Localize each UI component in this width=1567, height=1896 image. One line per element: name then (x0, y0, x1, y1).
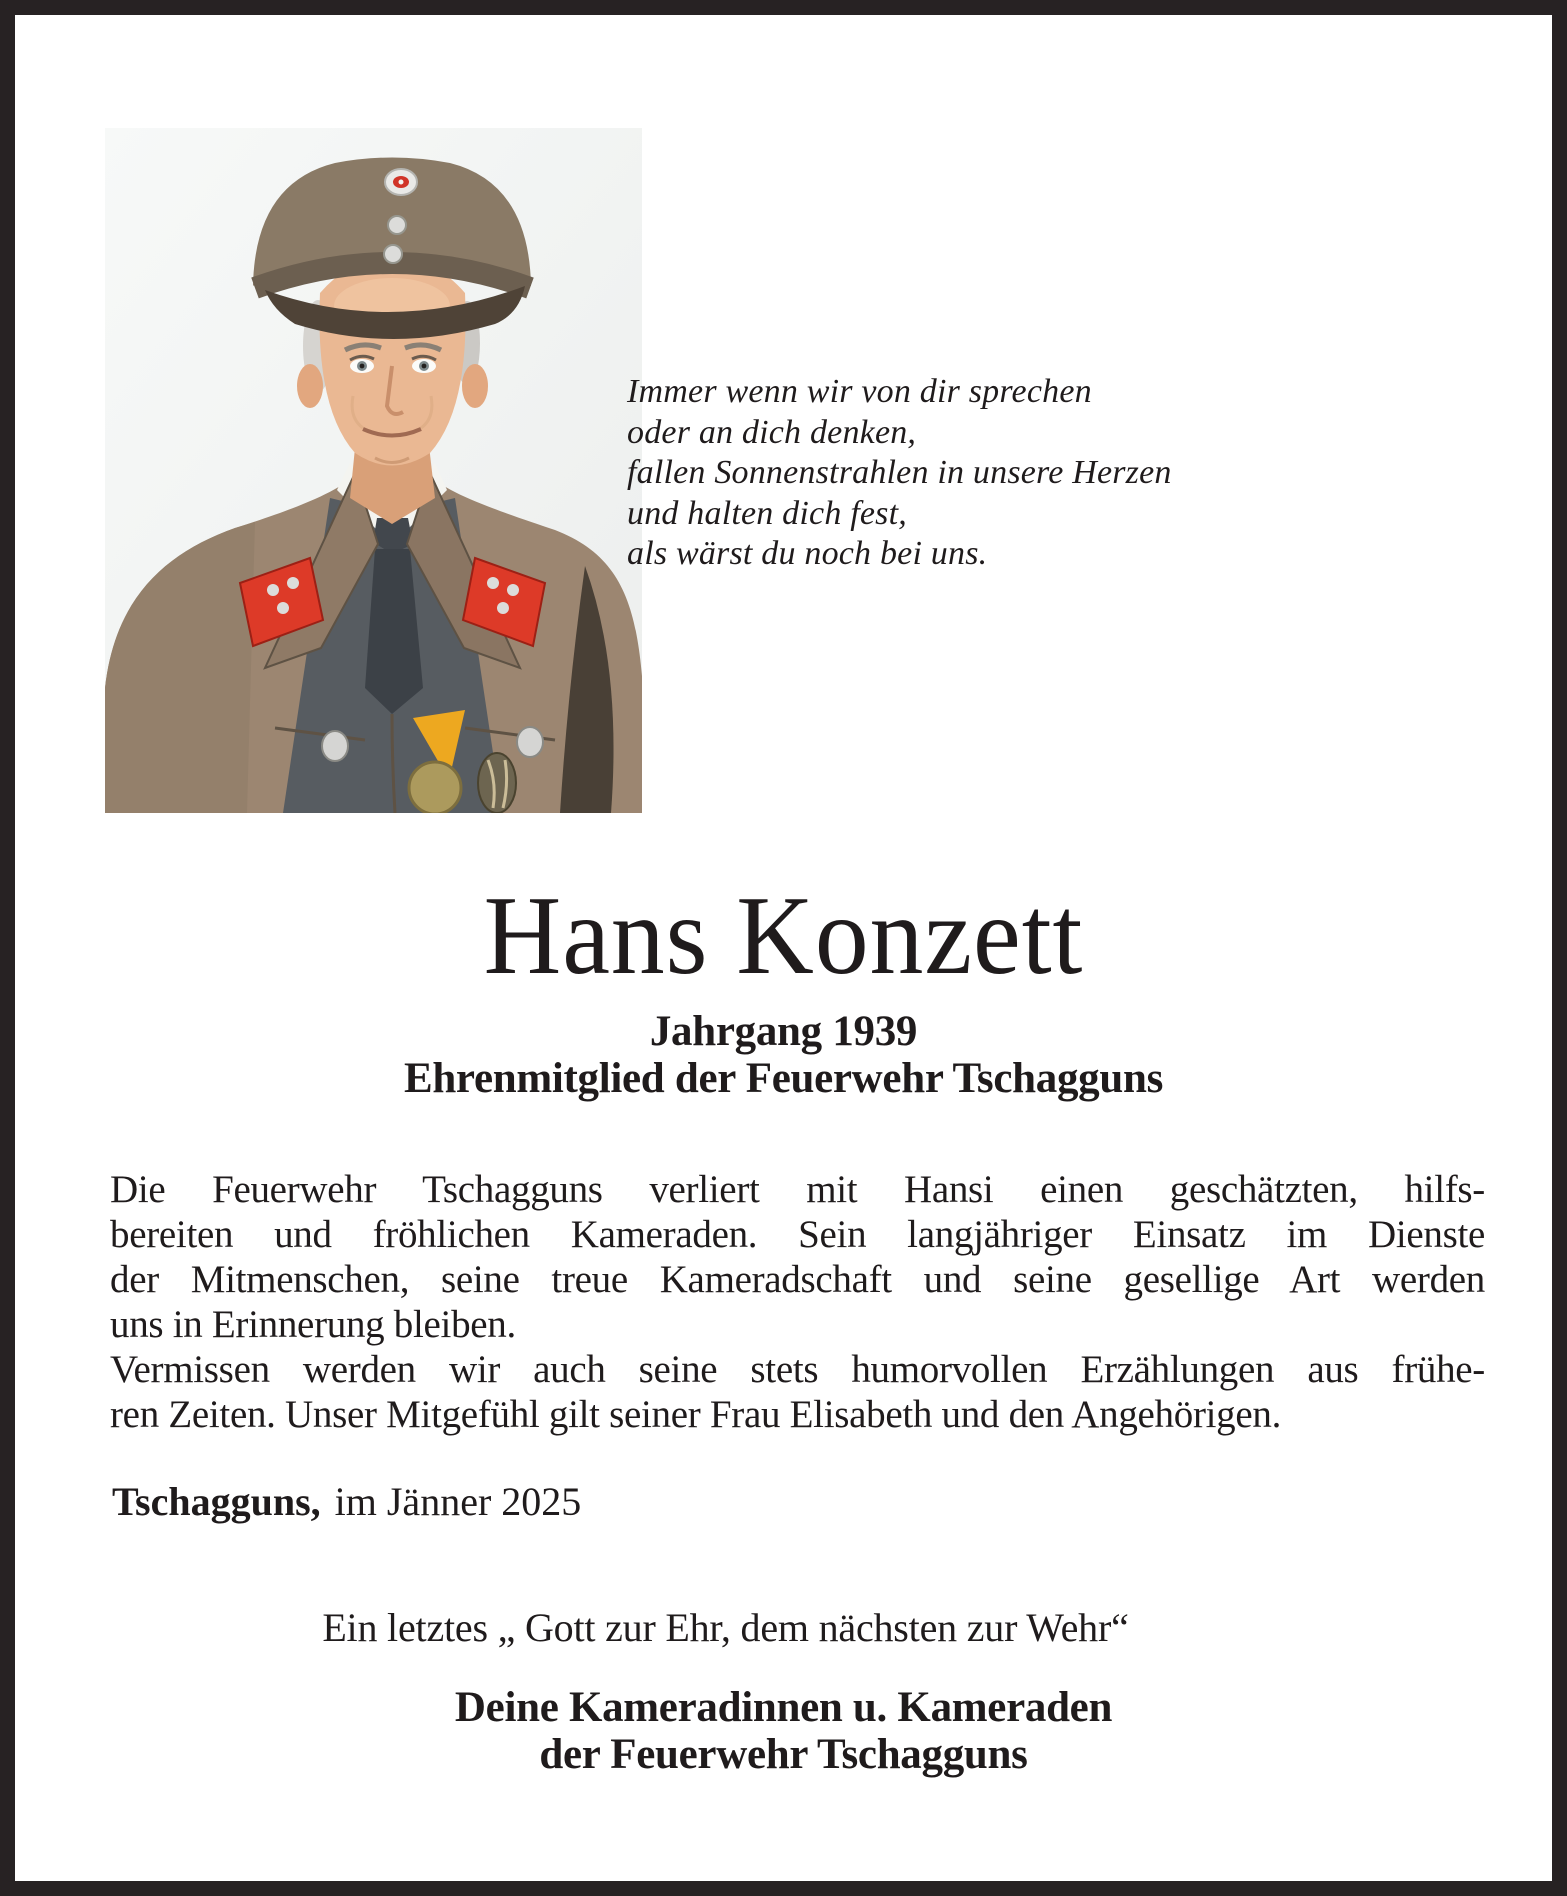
obituary-line: Die Feuerwehr Tschagguns verliert mit Hansi einen geschätzten, hilfs- (110, 1168, 1485, 1211)
poem-line: oder an dich denken, (627, 413, 917, 451)
obituary-line: uns in Erinnerung bleiben. (110, 1303, 516, 1346)
obituary-line: ren Zeiten. Unser Mitgefühl gilt seiner Frau Elisabeth und den Angehörigen. (110, 1393, 1282, 1436)
year-line: Jahrgang 1939 (649, 1008, 918, 1055)
obituary-text (110, 1167, 1485, 1437)
obituary-line: Vermissen werden wir auch seine stets humorvollen Erzählungen aus frühe- (110, 1348, 1485, 1391)
cap-cockade (385, 169, 417, 195)
memorial-poem (627, 372, 1172, 575)
portrait-illustration (105, 128, 642, 813)
honor-line: Ehrenmitglied der Feuerwehr Tschagguns (403, 1055, 1164, 1102)
dateline (112, 1478, 581, 1525)
deceased-subtitle (0, 1008, 1567, 1102)
deceased-name: Hans Konzett (483, 874, 1084, 998)
poem-line: und halten dich fest, (627, 494, 907, 532)
signature-line: Deine Kameradinnen u. Kameraden (454, 1684, 1113, 1731)
dateline-place: Tschagguns, (112, 1479, 321, 1524)
signature-line: der Feuerwehr Tschagguns (539, 1731, 1028, 1778)
portrait-photo (105, 128, 642, 813)
farewell-quote: Ein letztes „ Gott zur Ehr, dem nächsten zur Wehr“ (322, 1605, 1129, 1650)
poem-line: als wärst du noch bei uns. (627, 535, 988, 572)
cap-button (384, 245, 402, 263)
signature-block (0, 1684, 1567, 1778)
dateline-date: im Jänner 2025 (334, 1479, 582, 1524)
obituary-line: der Mitmenschen, seine treue Kameradschaft und seine gesellige Art werden (110, 1258, 1485, 1301)
poem-line: Immer wenn wir von dir sprechen (627, 373, 1092, 410)
cap-button (388, 216, 406, 234)
poem-line: fallen Sonnenstrahlen in unsere Herzen (627, 454, 1172, 491)
obituary-line: bereiten und fröhlichen Kameraden. Sein langjähriger Einsatz im Dienste (110, 1213, 1485, 1256)
